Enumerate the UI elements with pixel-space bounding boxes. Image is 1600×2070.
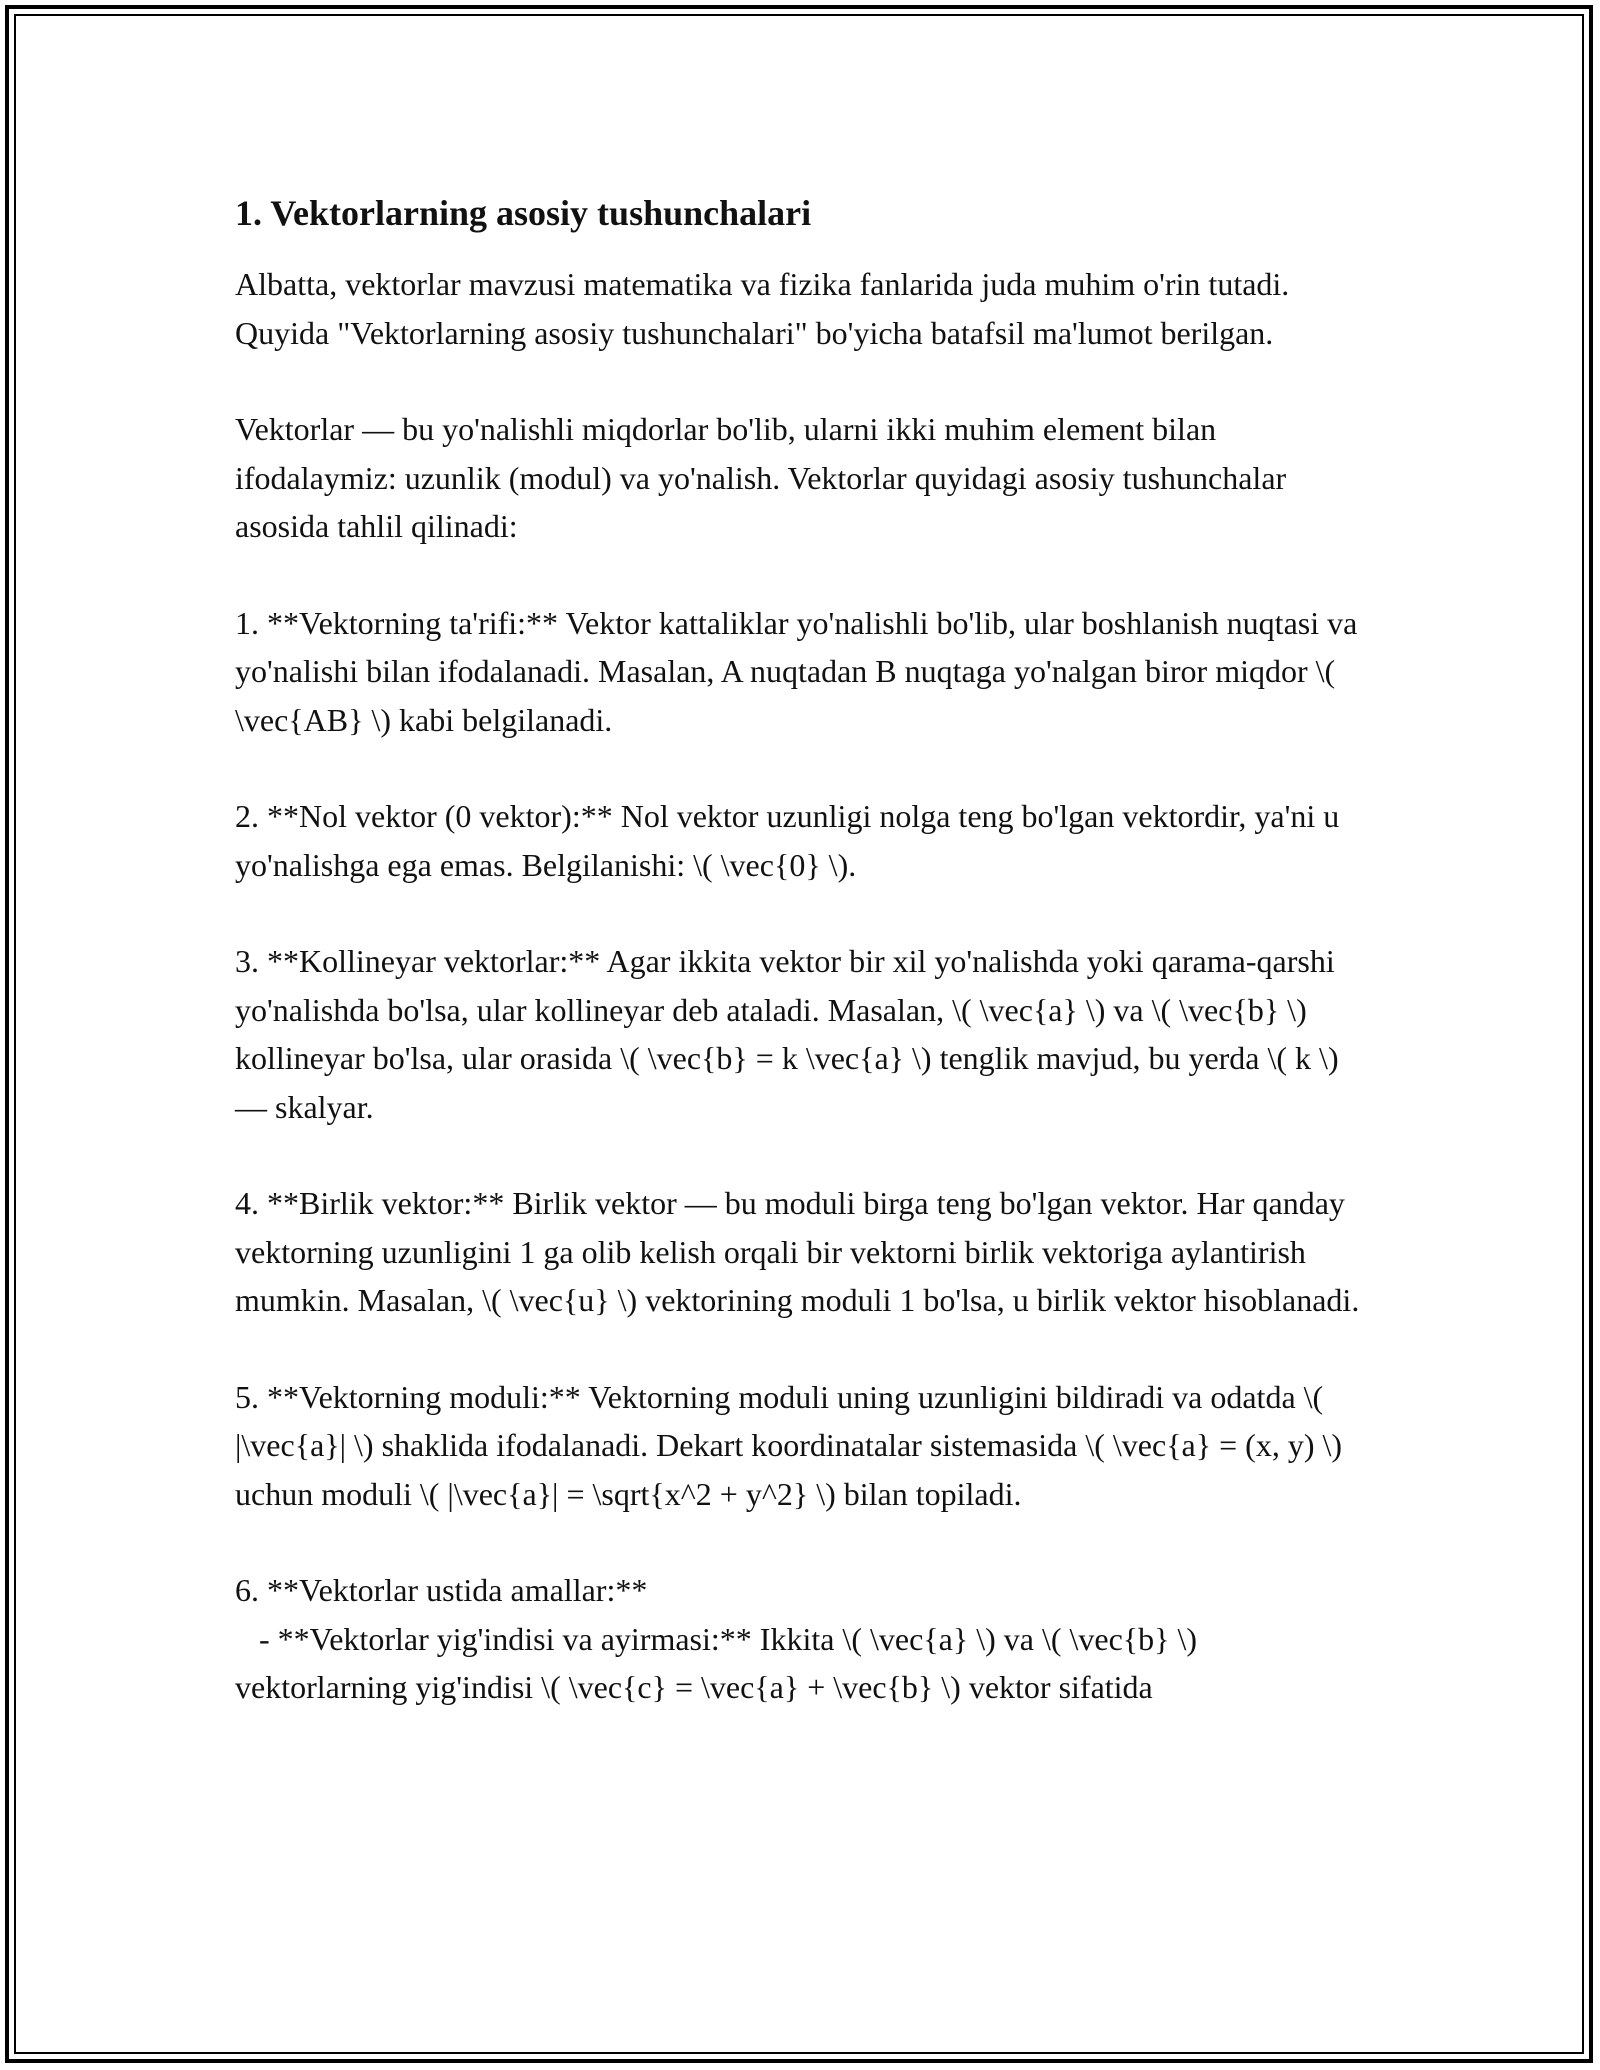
list-item-unit-vector: 4. **Birlik vektor:** Birlik vektor — bu moduli birga teng bo'lgan vektor. Har qanday vektorning uzunligini 1 ga olib kelish orqali bir vektorni birlik vektoriga aylantirish mumkin. Masalan, \( \vec{u} \) vektorining moduli 1 bo'lsa, u birlik vektor hisoblanadi. [235,1185,1360,1318]
list-item-zero-vector: 2. **Nol vektor (0 vektor):** Nol vektor uzunligi nolga teng bo'lgan vektordir, ya'ni u yo'nalishga ega emas. Belgilanishi: \( \vec{0} \). [235,798,1348,883]
document-body [235,188,1375,1760]
document-title: 1. Vektorlarning asosiy tushunchalari [235,193,812,233]
list-item-vector-definition: 1. **Vektorning ta'rifi:** Vektor kattaliklar yo'nalishli bo'lib, ular boshlanish nuqtasi va yo'nalishi bilan ifodalanadi. Masalan, A nuqtadan B nuqtaga yo'nalgan biror miqdor \( \vec{AB} \) kabi belgilanadi. [235,604,1366,738]
list-item-collinear-vectors: 3. **Kollineyar vektorlar:** Agar ikkita vektor bir xil yo'nalishda yoki qarama-qarshi yo'nalishda bo'lsa, ular kollineyar deb ataladi. Masalan, \( \vec{a} \) va \( \vec{b} \) kollineyar bo'lsa, ular orasida \( \vec{b} = k \vec{a} \) tenglik mavjud, bu yerda \( k \) — skalyar. [235,943,1347,1125]
list-item-vector-modulus: 5. **Vektorning moduli:** Vektorning moduli uning uzunligini bildiradi va odatda \( |\vec{a}| \) shaklida ifodalanadi. Dekart koordinatalar sistemasida \( \vec{a} = (x, y) \) uchun moduli \( |\vec{a}| = \sqrt{x^2 + y^2} \) bilan topiladi. [235,1378,1351,1512]
definition-paragraph: Vektorlar — bu yo'nalishli miqdorlar bo'lib, ularni ikki muhim element bilan ifodalaymiz: uzunlik (modul) va yo'nalish. Vektorlar quyidagi asosiy tushunchalar asosida tahlil qilinadi: [235,411,1295,544]
list-item-vector-operations: 6. **Vektorlar ustida amallar:** - **Vektorlar yig'indisi va ayirmasi:** Ikkita \( \vec{a} \) va \( \vec{b} \) vektorlarning yig'indisi \( \vec{c} = \vec{a} + \vec{b} \) vektor sifatida [235,1572,1198,1705]
intro-paragraph: Albatta, vektorlar mavzusi matematika va fizika fanlarida juda muhim o'rin tutadi. Quyida "Vektorlarning asosiy tushunchalari" bo'yicha batafsil ma'lumot berilgan. [235,266,1298,351]
